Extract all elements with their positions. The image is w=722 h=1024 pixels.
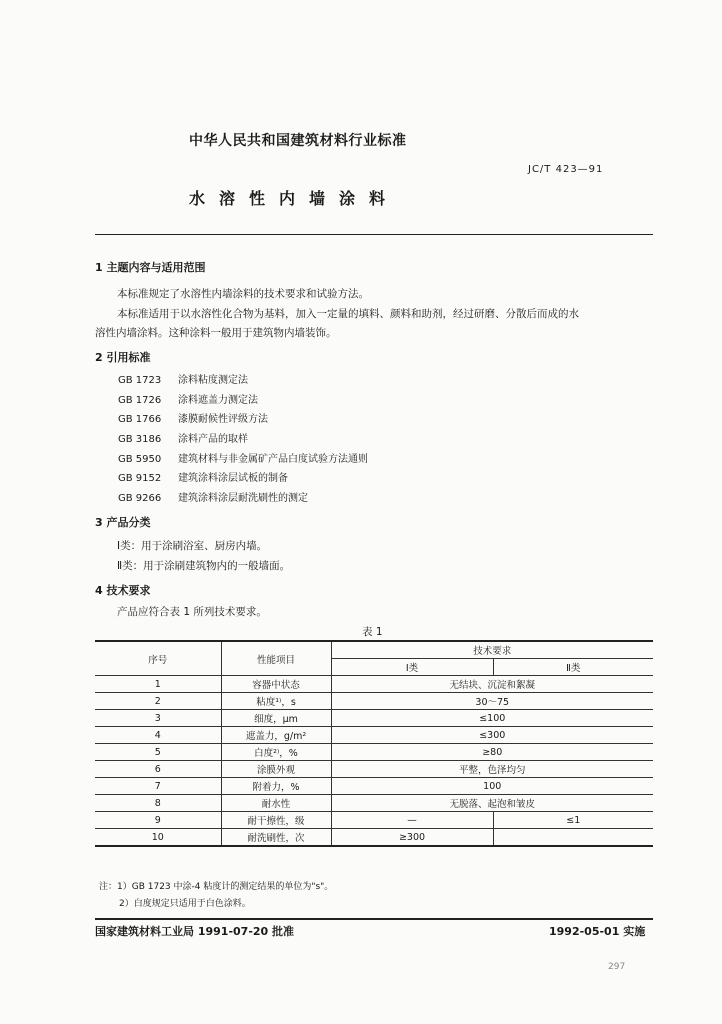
row-number: 9 [95, 812, 221, 829]
document-title: 水溶性内墙涂料 [189, 189, 400, 208]
section-1-paragraph: 溶性内墙涂料。这种涂料一般用于建筑物内墙装饰。 [95, 327, 337, 339]
reference-code: GB 1723 [118, 375, 162, 386]
header-cell-class-1: Ⅰ类 [331, 659, 493, 676]
row-number: 7 [95, 778, 221, 795]
reference-title: 建筑涂料涂层耐洗刷性的测定 [178, 493, 308, 504]
footer-rule [95, 918, 653, 920]
row-number: 8 [95, 795, 221, 812]
header-cell-item: 性能项目 [221, 641, 331, 676]
class-1-description: Ⅰ类：用于涂刷浴室、厨房内墙。 [117, 540, 268, 552]
row-value-class-1: ≥300 [331, 829, 493, 847]
row-item: 容器中状态 [221, 676, 331, 693]
row-item: 耐干擦性，级 [221, 812, 331, 829]
row-value: 无结块、沉淀和絮凝 [331, 676, 653, 693]
reference-item [118, 371, 248, 386]
row-number: 4 [95, 727, 221, 744]
row-value: ≤100 [331, 710, 653, 727]
table-row [95, 744, 653, 761]
table-row [95, 761, 653, 778]
reference-title: 建筑材料与非金属矿产品白度试验方法通则 [178, 454, 368, 465]
reference-item [118, 430, 248, 445]
row-item: 粘度¹⁾，s [221, 693, 331, 710]
table-row [95, 693, 653, 710]
header-cell-class-2: Ⅱ类 [493, 659, 653, 676]
section-1-heading: 1 主题内容与适用范围 [95, 261, 206, 274]
issuing-organization: 中华人民共和国建筑材料行业标准 [189, 133, 407, 149]
reference-title: 建筑涂料涂层试板的制备 [178, 473, 288, 484]
row-item: 耐水性 [221, 795, 331, 812]
table-note-1: 注：1）GB 1723 中涂-4 粘度计的测定结果的单位为"s"。 [99, 882, 334, 892]
row-value-class-1: — [331, 812, 493, 829]
section-1-paragraph: 本标准规定了水溶性内墙涂料的技术要求和试验方法。 [117, 288, 369, 300]
reference-code: GB 1726 [118, 395, 162, 406]
reference-code: GB 1766 [118, 414, 162, 425]
class-2-description: Ⅱ类：用于涂刷建筑物内的一般墙面。 [117, 560, 291, 572]
table-row [95, 710, 653, 727]
row-number: 3 [95, 710, 221, 727]
reference-title: 涂料遮盖力测定法 [178, 395, 258, 406]
row-value: 无脱落、起泡和皱皮 [331, 795, 653, 812]
reference-code: GB 9152 [118, 473, 162, 484]
section-3-heading: 3 产品分类 [95, 516, 151, 529]
reference-title: 漆膜耐候性评级方法 [178, 414, 268, 425]
table-row [95, 812, 653, 829]
row-item: 附着力，% [221, 778, 331, 795]
row-value: ≥80 [331, 744, 653, 761]
header-cell-requirements: 技术要求 [331, 641, 653, 659]
table-caption: 表 1 [362, 626, 383, 638]
row-value-class-2 [493, 829, 653, 847]
section-2-heading: 2 引用标准 [95, 351, 151, 364]
table-row [95, 727, 653, 744]
reference-title: 涂料粘度测定法 [178, 375, 248, 386]
page-number: 297 [608, 962, 626, 972]
row-number: 2 [95, 693, 221, 710]
table-note-2: 2）白度规定只适用于白色涂料。 [119, 899, 251, 909]
table-row [95, 778, 653, 795]
standard-code: JC/T 423—91 [528, 164, 604, 175]
row-value: ≤300 [331, 727, 653, 744]
approval-date: 国家建筑材料工业局 1991-07-20 批准 [95, 925, 295, 938]
section-4-paragraph: 产品应符合表 1 所列技术要求。 [117, 606, 267, 618]
row-number: 6 [95, 761, 221, 778]
row-item: 遮盖力，g/m² [221, 727, 331, 744]
row-item: 白度²⁾，% [221, 744, 331, 761]
reference-item [118, 410, 268, 425]
header-cell-number: 序号 [95, 641, 221, 676]
header-rule [95, 234, 653, 235]
row-item: 耐洗刷性，次 [221, 829, 331, 847]
row-value-class-2: ≤1 [493, 812, 653, 829]
table-row [95, 829, 653, 847]
row-value: 平整，色泽均匀 [331, 761, 653, 778]
section-1-paragraph: 本标准适用于以水溶性化合物为基料，加入一定量的填料、颜料和助剂，经过研磨、分散后而成的水 [117, 308, 579, 320]
reference-title: 涂料产品的取样 [178, 434, 248, 445]
reference-code: GB 3186 [118, 434, 162, 445]
table-row [95, 676, 653, 693]
reference-code: GB 5950 [118, 454, 162, 465]
table-row [95, 795, 653, 812]
row-item: 涂膜外观 [221, 761, 331, 778]
row-value: 100 [331, 778, 653, 795]
technical-requirements-table [95, 640, 653, 847]
reference-code: GB 9266 [118, 493, 162, 504]
reference-item [118, 489, 308, 504]
row-item: 细度，μm [221, 710, 331, 727]
implementation-date: 1992-05-01 实施 [549, 925, 646, 938]
row-value: 30～75 [331, 693, 653, 710]
reference-item [118, 469, 288, 484]
reference-item [118, 450, 368, 465]
row-number: 10 [95, 829, 221, 847]
row-number: 1 [95, 676, 221, 693]
row-number: 5 [95, 744, 221, 761]
section-4-heading: 4 技术要求 [95, 584, 151, 597]
reference-item [118, 391, 258, 406]
